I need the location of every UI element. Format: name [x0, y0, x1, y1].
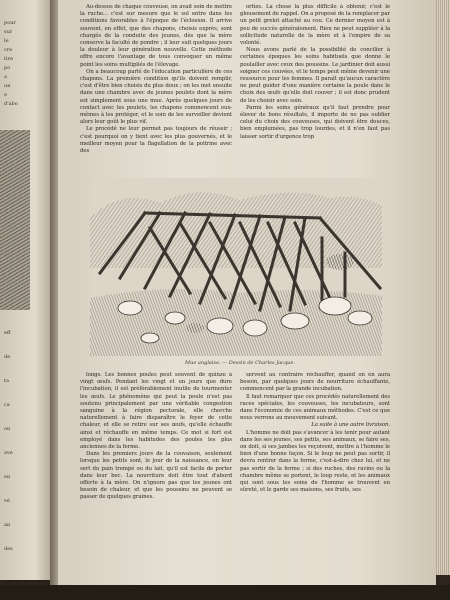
left-page-fragment: tire	[4, 56, 13, 62]
paragraph: Dans les premiers jours de la couvaison, seulement lorsque les petits sont, le jour de la naissance, on leur sert du pain trempé ou du lait, qu'il est facile de porter dans leur bec. La nourriture doit être tout d'abord offerte à la mère. On n'ignore pas que les jeunes ont besoin de chaleur, et que les poussins ne peuvent se passer de quelques graines.	[80, 451, 232, 501]
column-right-top	[240, 4, 390, 174]
left-page-fragment: ave	[4, 450, 13, 456]
paragraph: L'homme ne doit pas s'avancer à les tenir pour autant dans les ses jeunes, ses petits, ses animaux, se faire ses, on doit, si ses jambes les reçoivent, mettre à l'homme le bien d'une bonne façon. Si le loup ne peut pas sortir, il devra rentrer dans la ferme, c'est-à-dire chez lui, et ne pas sortir de la ferme ; si des ruches, des ravins ou la chambre même se portent, le loup reste, et les animaux qui sont sous les soins de l'homme se trouvent en sûreté, et le garde ses maisons, ses fruits, ses	[240, 429, 390, 494]
paragraph: Nous avons parlé de la possibilité de concilier à certaines époques les soins habituels que donne le poulailler avec ceux des poussins. Le jardinier doit aussi soigner ces couvées, et le temps peut même devenir une ressource pour les femmes. Il paraît qu'aucun caractère ne peut guider d'une manière certaine la poule dans le choix des œufs qu'elle doit couver ; il est donc prudent de les choisir avec soin.	[240, 47, 390, 104]
table-shadow	[0, 585, 450, 600]
illustration-caption: Mue anglaise. — Dessin de Charles Jacque.	[185, 360, 295, 366]
paragraph: Le procédé ne leur permet pas toujours de réussir ; c'est pourquoi on y tient avec les plus gouvernés, et le meilleur moyen pour la flagellation de la poitrine avec des	[80, 126, 232, 155]
left-page-fragment: ca	[4, 402, 10, 408]
paragraph: Au-dessus de chaque couveuse, on avait soin de mettre la ruche... c'est sur mesure que le sol entre dans les conditions favorables à l'époque de l'éclosion. Il arrive souvent, en effet, que des chapons, choisis exprès, sont chargés de la conduite des jeunes, dès que la mère conserve la faculté de pondre ; il leur suit quelques jours la douleur à leur génération nouvelle. Cette méthode offre encore l'avantage de tous convoquer un même point les soins multipliés de l'élevage.	[80, 4, 232, 68]
left-page-fragment: pour	[4, 20, 16, 26]
column-right-bottom	[240, 372, 390, 552]
left-page-fragment: le	[4, 38, 9, 44]
left-page-fragment: un	[4, 83, 11, 89]
left-page-engraving	[0, 130, 30, 310]
left-page-fragment: on	[4, 426, 11, 432]
left-page-fragment: cre	[4, 47, 13, 53]
column-left-bottom	[80, 372, 232, 552]
page-edges	[436, 0, 450, 575]
left-page-fragment: sur	[4, 29, 13, 35]
paragraph: orties. La chose la plus difficile à obtenir, c'est le glousement de rappel. On a proposé de la remplacer par un petit grelot attaché au cou. Ce dernier moyen est à peu de succès généralement. Rien ne peut suppléer à la sollicitude naturelle de la mère et à l'empire de sa volonté.	[240, 4, 390, 47]
paragraph: servent au contraire réchauffer, quand on en aura besoin, par quelques jours de nourriture échauffante, commencent par la grande incubation.	[240, 372, 390, 393]
left-page-fragment: e	[4, 92, 7, 98]
column-left-top	[80, 4, 232, 174]
left-page-fragment: d'abo	[4, 101, 18, 107]
continuation-note: La suite à une autre livraison.	[311, 422, 390, 429]
left-page-fragment: en	[4, 474, 11, 480]
engraving-illustration	[90, 178, 382, 356]
paragraph: Parmi les soins généraux qu'il faut prendre pour élever de bons résultats, il importe de ne pas oublier celui du choix des couveuses, qui doivent être douces, bien emplumées, pas trop lourdes, et il n'en faut pas laisser sortir d'urgence trop	[240, 104, 390, 140]
left-page-fragment: eff	[4, 330, 11, 336]
left-page-fragment: des	[4, 546, 13, 552]
left-page-fragment: ta	[4, 378, 9, 384]
left-page-fragment: a	[4, 74, 7, 80]
left-page-fragment: po	[4, 65, 11, 71]
paragraph: On a beaucoup parlé de l'éducation particulière de ces chapons. La première condition qu'ils doivent remplir, c'est d'être bien choisis du plus doux ; on les met ensuite dans une chambre avec de jeunes poulets dont la mère est simplement sous une mue. Après quelques jours de contact avec les poulets, les chapons commencent eux-mêmes à les protéger, et le soin de les surveiller devient alors leur goût le plus vif.	[80, 68, 232, 126]
left-page-fragment: an	[4, 522, 11, 528]
paragraph: longs. Les bonnes poules peut souvent de quinze à vingt œufs. Pendant les vingt et un jours que dure l'incubation, il est préférablement inutile de tourmenter les œufs. Le phénomène qui peut la poule n'est pas soutenu principalement par une véritable congestion sanguine à la région pectorale, elle cherche naturellement à faire disparaître le foyer de cette chaleur, et elle se retire sur ses œufs, qu'elle échauffe ainsi et réchauffe en même temps. Ce mot si fort est employé dans les habitudes des poules les plus anciennes de la ferme.	[80, 372, 232, 451]
left-page-fragment: vé	[4, 498, 10, 504]
left-page-fragment: de	[4, 354, 11, 360]
left-page	[0, 0, 50, 580]
paragraph: Il faut remarquer que ces procédés naturellement des races spéciales, les couveuses, les incubateurs, sont dans l'économie de ces animaux méthodes. C'est ce que nous verrons au mouvement suivant.	[240, 393, 390, 422]
